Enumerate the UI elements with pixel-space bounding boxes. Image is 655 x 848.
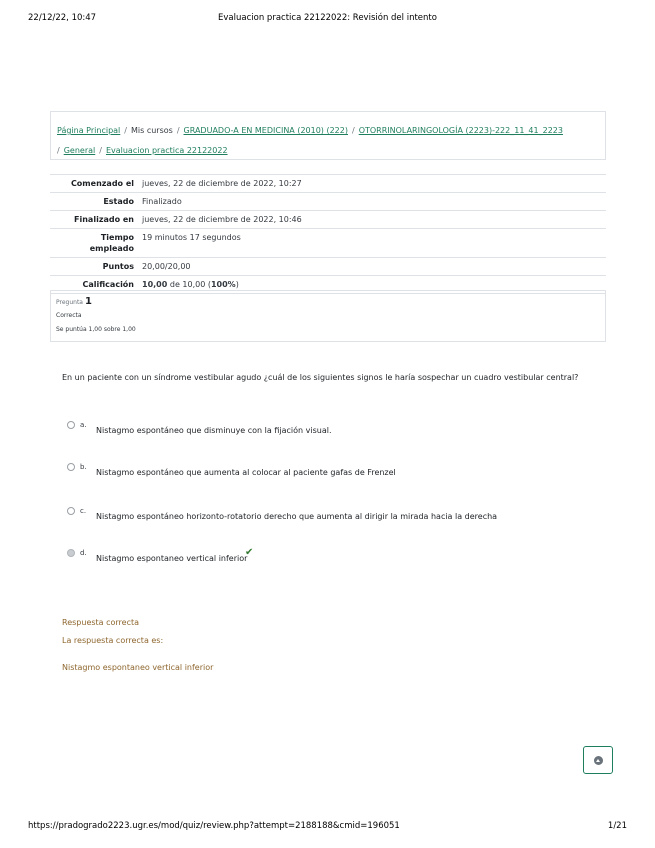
summary-row-state — [50, 193, 606, 211]
breadcrumb — [50, 111, 606, 160]
breadcrumb-degree-link[interactable]: GRADUADO-A EN MEDICINA (2010) (222) — [183, 126, 348, 135]
breadcrumb-course-link[interactable]: OTORRINOLARINGOLOGÍA (2223)-222_11_41_2223 — [358, 126, 563, 135]
time-label — [50, 229, 140, 258]
feedback-correct-intro: La respuesta correcta es: — [62, 636, 164, 645]
finished-value: jueves, 22 de diciembre de 2022, 10:46 — [142, 215, 302, 224]
breadcrumb-quiz-link[interactable]: Evaluacion practica 22122022 — [105, 146, 228, 155]
radio-button[interactable] — [67, 421, 75, 429]
print-title: Evaluacion practica 22122022: Revisión del intento — [218, 13, 437, 23]
summary-row-started — [50, 175, 606, 193]
time-value: 19 minutos 17 segundos — [142, 233, 241, 242]
print-footer — [0, 821, 655, 835]
option-text: Nistagmo espontáneo que disminuye con la fijación visual. — [96, 426, 332, 435]
points-label: Puntos — [102, 262, 134, 271]
answer-option-d[interactable] — [67, 549, 587, 569]
back-to-top-button[interactable] — [583, 746, 613, 774]
attempt-summary-table — [50, 174, 606, 294]
question-number — [56, 296, 605, 309]
option-letter: b. — [80, 463, 87, 471]
breadcrumb-home-link[interactable]: Página Principal — [57, 126, 121, 135]
option-letter: c. — [80, 507, 87, 515]
radio-button[interactable] — [67, 507, 75, 515]
check-icon: ✔ — [245, 547, 254, 558]
answer-option-b[interactable] — [67, 463, 587, 483]
option-text: Nistagmo espontáneo que aumenta al colocar al paciente gafas de Frenzel — [96, 468, 396, 477]
grade-score: 10,00 — [142, 280, 168, 289]
breadcrumb-separator: / — [124, 126, 127, 135]
feedback-correct-answer: Nistagmo espontaneo vertical inferior — [62, 663, 214, 672]
breadcrumb-separator: / — [99, 146, 102, 155]
grade-close: ) — [235, 280, 239, 289]
summary-row-time — [50, 229, 606, 258]
print-header — [0, 13, 655, 27]
option-text: Nistagmo espontáneo horizonto-rotatorio derecho que aumenta al dirigir la mirada hacia la derecha — [96, 512, 498, 521]
state-value: Finalizado — [142, 197, 182, 206]
question-state: Correcta — [56, 312, 82, 319]
radio-button-selected[interactable] — [67, 549, 75, 557]
breadcrumb-separator: / — [176, 126, 180, 135]
summary-row-points — [50, 258, 606, 276]
arrow-up-icon — [594, 756, 603, 765]
option-letter: d. — [80, 549, 87, 557]
started-label: Comenzado el — [70, 179, 134, 188]
radio-button[interactable] — [67, 463, 75, 471]
print-date: 22/12/22, 10:47 — [28, 13, 97, 23]
grade-label: Calificación — [82, 280, 134, 289]
started-value: jueves, 22 de diciembre de 2022, 10:27 — [142, 179, 302, 188]
breadcrumb-separator: / — [57, 146, 60, 155]
question-number-value: 1 — [84, 296, 92, 307]
grade-of: de 10,00 ( — [169, 280, 211, 289]
option-letter: a. — [80, 421, 87, 429]
time-label-line1: Tiempo — [100, 233, 134, 242]
breadcrumb-my-courses: Mis cursos — [130, 126, 173, 135]
answer-option-c[interactable] — [67, 507, 587, 527]
print-url: https://pradogrado2223.ugr.es/mod/quiz/review.php?attempt=2188188&cmid=196051 — [28, 821, 400, 831]
grade-percent: 100% — [210, 280, 236, 289]
points-value: 20,00/20,00 — [142, 262, 191, 271]
print-page-number: 1/21 — [607, 821, 627, 831]
finished-label: Finalizado en — [74, 215, 134, 224]
option-text: Nistagmo espontaneo vertical inferior — [96, 554, 248, 563]
time-label-line2: empleado — [89, 244, 134, 253]
question-text: En un paciente con un síndrome vestibular agudo ¿cuál de los siguientes signos le haría sospechar un cuadro vestibular central? — [62, 373, 579, 382]
question-grade: Se puntúa 1,00 sobre 1,00 — [56, 326, 136, 333]
answer-option-a[interactable] — [67, 421, 587, 441]
summary-row-finished — [50, 211, 606, 229]
breadcrumb-general-link[interactable]: General — [63, 146, 96, 155]
breadcrumb-separator: / — [351, 126, 355, 135]
state-label: Estado — [103, 197, 134, 206]
question-label: Pregunta — [56, 299, 83, 306]
feedback-result: Respuesta correcta — [62, 618, 140, 627]
question-info — [50, 290, 606, 342]
